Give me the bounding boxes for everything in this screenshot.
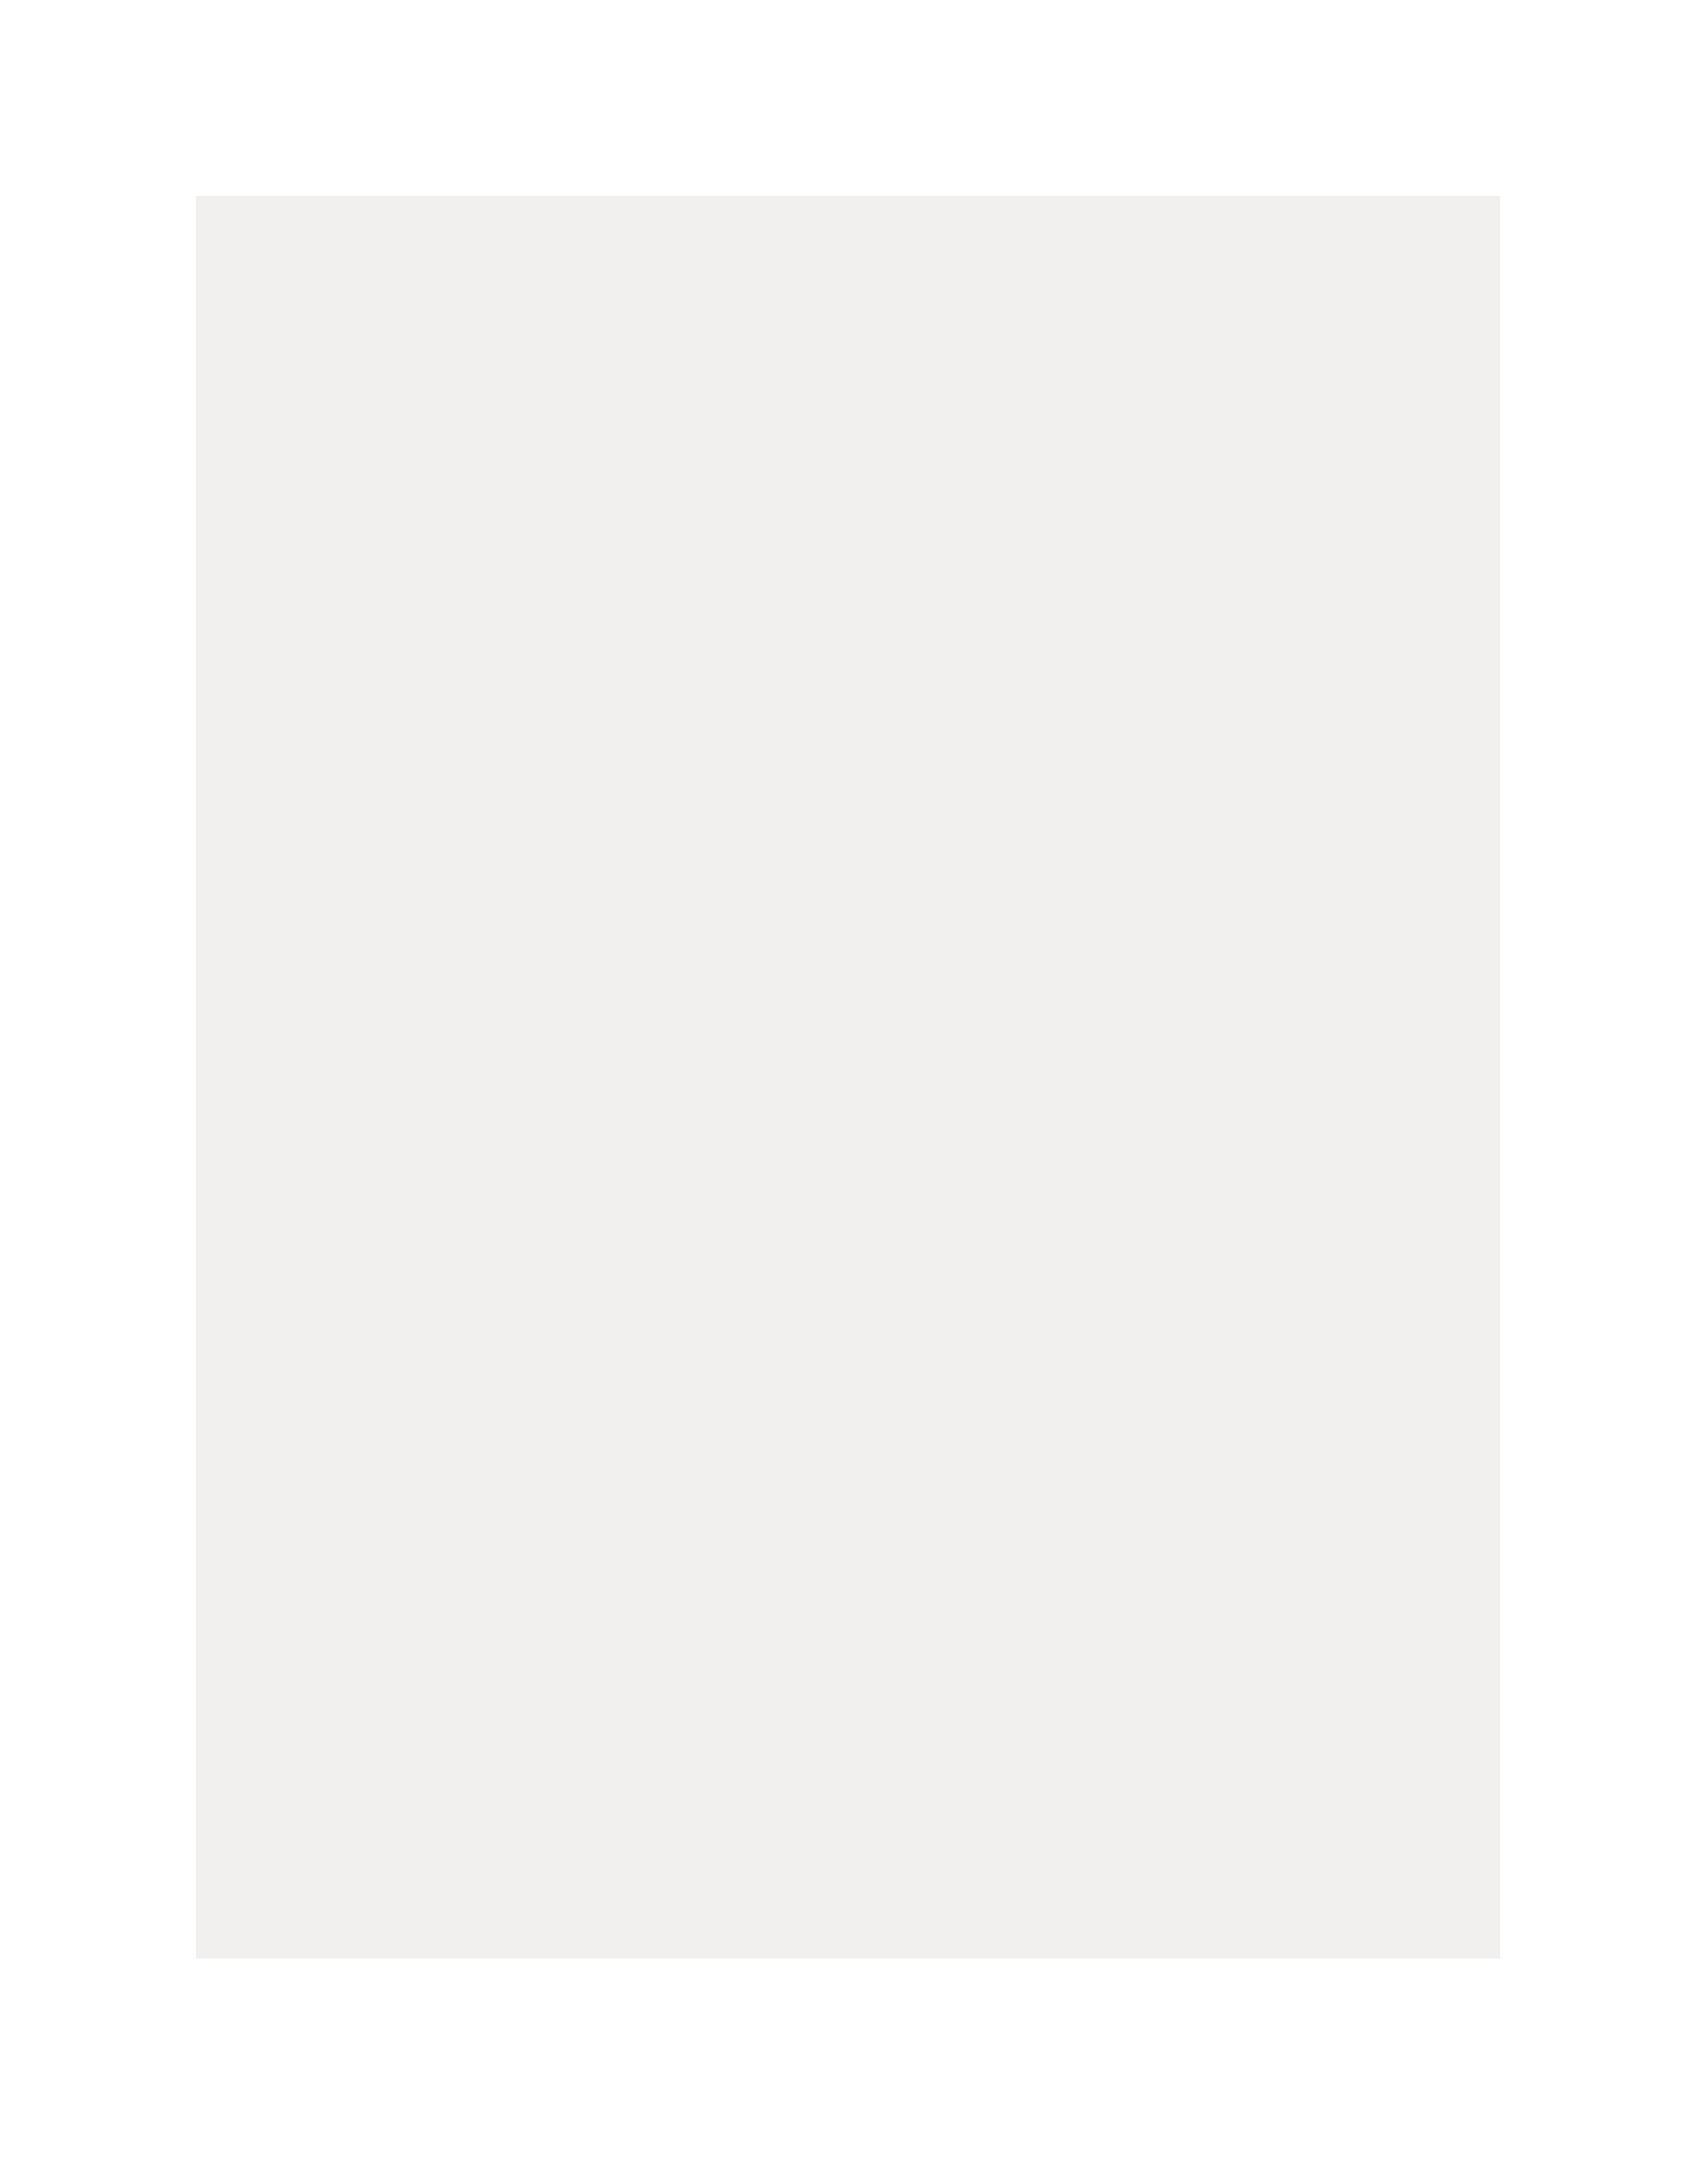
run-chart <box>241 1307 1480 1855</box>
figure-caption <box>257 1860 1466 1888</box>
